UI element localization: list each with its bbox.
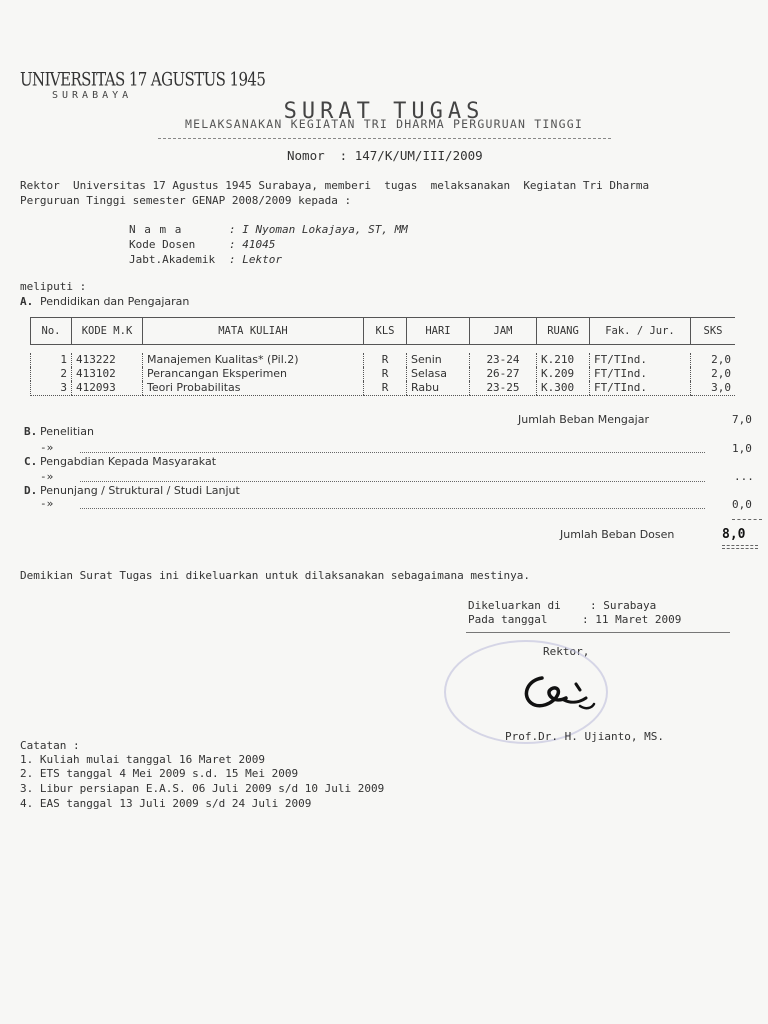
document-number: Nomor : 147/K/UM/III/2009 (287, 148, 483, 163)
note-item: 3. Libur persiapan E.A.S. 06 Juli 2009 s/d 10 Juli 2009 (20, 782, 385, 795)
course-table (30, 317, 735, 396)
signer-role: Rektor, (543, 645, 590, 658)
section-c-arrow: -» (40, 470, 54, 483)
section-d-dotted-line (80, 508, 705, 509)
col-header: KLS (364, 318, 407, 345)
cell-room: K.209 (537, 367, 590, 381)
name-value: : I Nyoman Lokajaya, ST, MM (229, 223, 408, 236)
university-city: SURABAYA (52, 90, 133, 101)
cell-course: Teori Probabilitas (143, 381, 364, 396)
section-d-arrow: -» (40, 497, 54, 510)
section-c-value: ... (734, 470, 754, 483)
issued-divider (466, 632, 730, 633)
notes-title: Catatan : (20, 739, 80, 752)
table-row (31, 381, 736, 396)
grand-total-double-rule-2 (722, 548, 758, 549)
section-a-title: Pendidikan dan Pengajaran (40, 295, 190, 308)
section-b-letter: B. (24, 425, 38, 438)
cell-class: R (364, 381, 407, 396)
cell-no: 1 (31, 353, 72, 367)
col-header: SKS (691, 318, 736, 345)
signer-name: Prof.Dr. H. Ujianto, MS. (505, 730, 664, 743)
document-subtitle: MELAKSANAKAN KEGIATAN TRI DHARMA PERGURUAN TINGGI (184, 117, 584, 131)
section-b-title: Penelitian (40, 425, 94, 438)
cell-course: Manajemen Kualitas* (Pil.2) (143, 353, 364, 367)
cell-day: Selasa (407, 367, 470, 381)
section-b-dotted-line (80, 452, 705, 453)
rank-value: : Lektor (229, 253, 282, 266)
cell-code: 412093 (72, 381, 143, 396)
section-d-value: 0,0 (732, 498, 752, 511)
table-row (31, 367, 736, 381)
cell-course: Perancangan Eksperimen (143, 367, 364, 381)
code-label: Kode Dosen (129, 238, 196, 251)
grand-total-value: 8,0 (722, 527, 746, 542)
col-header: KODE M.K (72, 318, 143, 345)
section-d-title: Penunjang / Struktural / Studi Lanjut (40, 484, 240, 497)
issued-date-label: Pada tanggal (468, 613, 548, 626)
note-item: 4. EAS tanggal 13 Juli 2009 s/d 24 Juli 2009 (20, 797, 312, 810)
cell-sks: 3,0 (691, 381, 736, 396)
cell-class: R (364, 367, 407, 381)
meliputi-label: meliputi : (20, 280, 87, 293)
cell-day: Rabu (407, 381, 470, 396)
table-row (31, 353, 736, 367)
grand-total-label: Jumlah Beban Dosen (560, 528, 675, 541)
intro-line-1: Rektor Universitas 17 Agustus 1945 Surabaya, memberi tugas melaksanakan Kegiatan Tri Dharma (20, 179, 650, 192)
cell-class: R (364, 353, 407, 367)
note-item: 1. Kuliah mulai tanggal 16 Maret 2009 (20, 753, 266, 766)
teaching-total-label: Jumlah Beban Mengajar (518, 413, 649, 426)
cell-sks: 2,0 (691, 367, 736, 381)
table-header-row (31, 318, 736, 345)
cell-faculty: FT/TInd. (590, 381, 691, 396)
cell-no: 2 (31, 367, 72, 381)
signature-icon (520, 660, 610, 720)
name-label: N a m a (129, 223, 183, 236)
col-header: Fak. / Jur. (590, 318, 691, 345)
cell-code: 413102 (72, 367, 143, 381)
cell-room: K.210 (537, 353, 590, 367)
section-c-title: Pengabdian Kepada Masyarakat (40, 455, 217, 468)
cell-code: 413222 (72, 353, 143, 367)
section-a-letter: A. (20, 295, 34, 308)
issued-place-label: Dikeluarkan di (468, 599, 561, 612)
cell-sks: 2,0 (691, 353, 736, 367)
note-item: 2. ETS tanggal 4 Mei 2009 s.d. 15 Mei 2009 (20, 767, 299, 780)
rank-label: Jabt.Akademik (129, 253, 216, 266)
col-header: HARI (407, 318, 470, 345)
cell-day: Senin (407, 353, 470, 367)
document-title: SURAT TUGAS (283, 99, 485, 124)
cell-no: 3 (31, 381, 72, 396)
section-d-letter: D. (24, 484, 38, 497)
sum-separator (732, 519, 762, 520)
cell-faculty: FT/TInd. (590, 353, 691, 367)
issued-date-value: : 11 Maret 2009 (582, 613, 682, 626)
col-header: No. (31, 318, 72, 345)
section-b-arrow: -» (40, 441, 54, 454)
cell-room: K.300 (537, 381, 590, 396)
grand-total-double-rule-1 (722, 545, 758, 546)
closing-statement: Demikian Surat Tugas ini dikeluarkan untuk dilaksanakan sebagaimana mestinya. (20, 569, 530, 582)
cell-time: 23-24 (470, 353, 537, 367)
issued-place-value: : Surabaya (590, 599, 657, 612)
col-header: RUANG (537, 318, 590, 345)
cell-time: 23-25 (470, 381, 537, 396)
col-header: JAM (470, 318, 537, 345)
section-c-letter: C. (24, 455, 38, 468)
code-value: : 41045 (229, 238, 276, 251)
col-header: MATA KULIAH (143, 318, 364, 345)
university-name: UNIVERSITAS 17 AGUSTUS 1945 (20, 68, 266, 91)
teaching-total-value: 7,0 (732, 413, 752, 426)
section-b-value: 1,0 (732, 442, 752, 455)
intro-line-2: Perguruan Tinggi semester GENAP 2008/2009 kepada : (20, 194, 352, 207)
section-c-dotted-line (80, 481, 705, 482)
cell-faculty: FT/TInd. (590, 367, 691, 381)
subtitle-underline (158, 138, 611, 139)
cell-time: 26-27 (470, 367, 537, 381)
